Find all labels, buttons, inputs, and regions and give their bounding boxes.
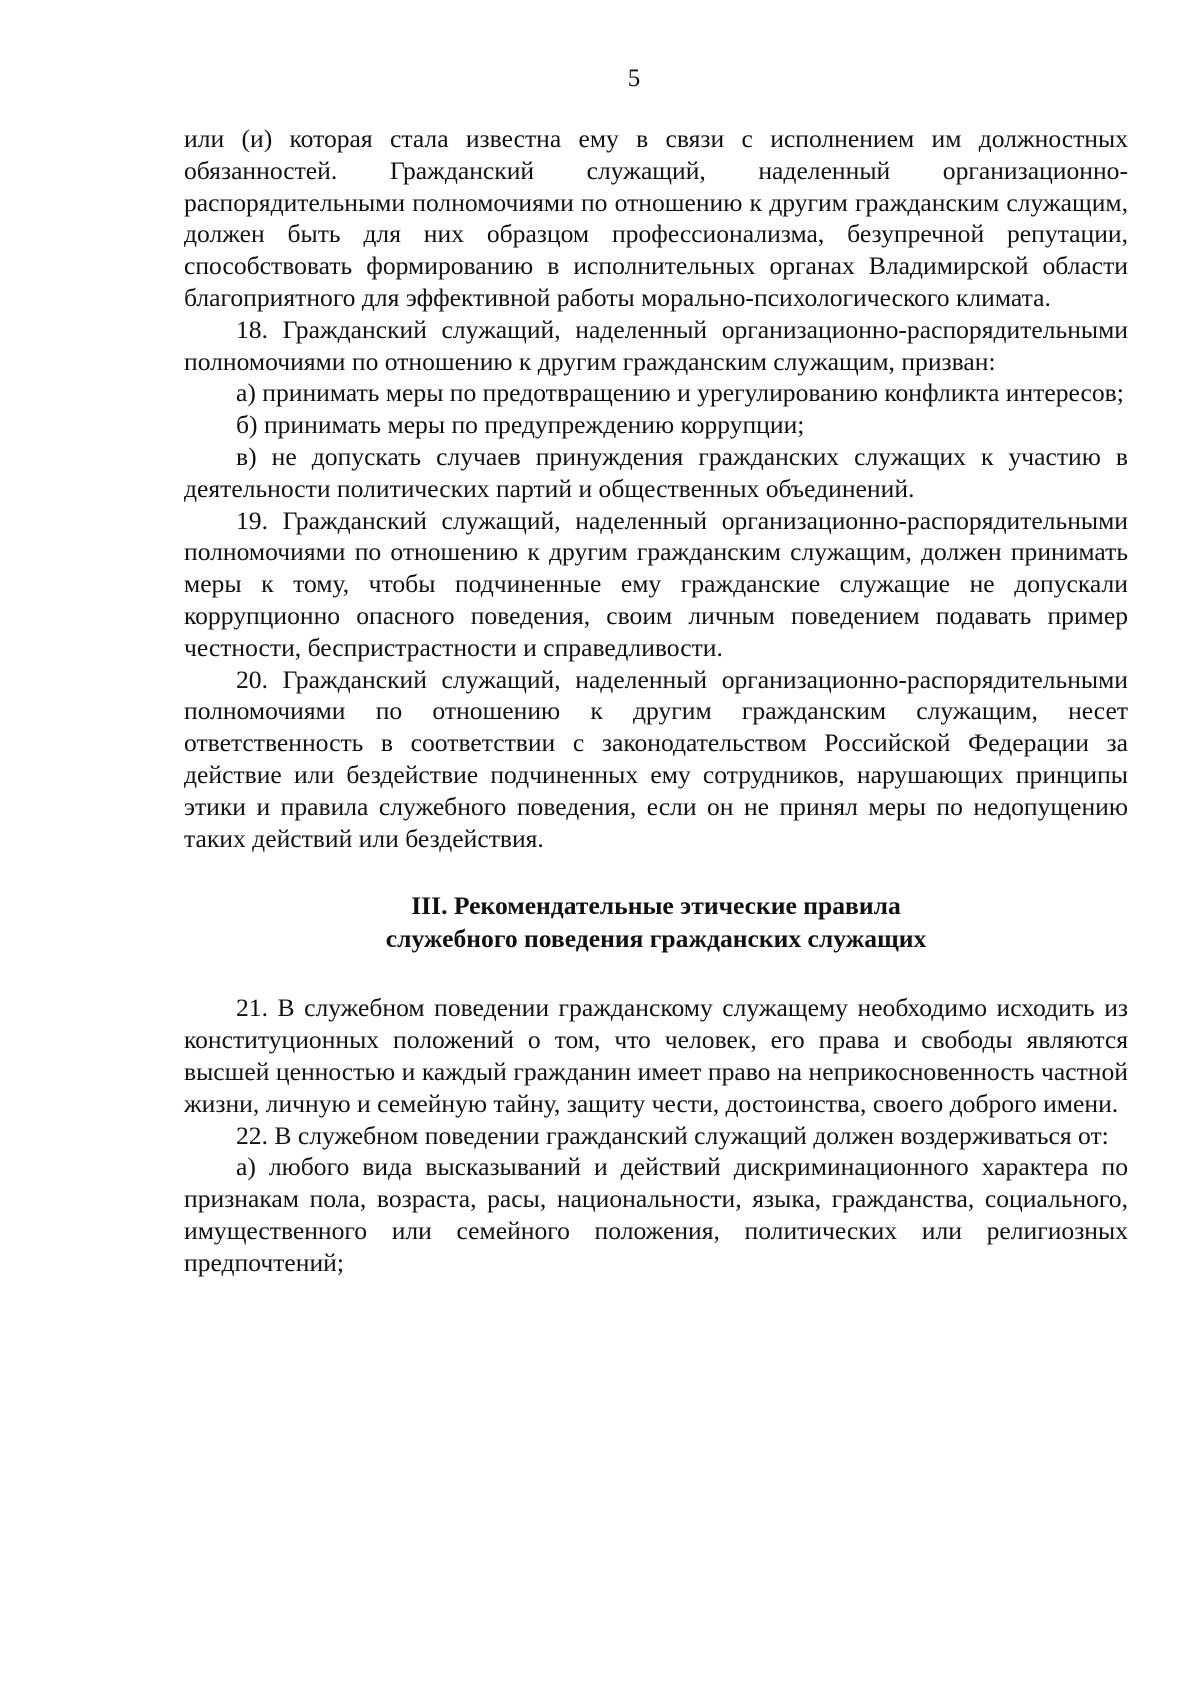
page-number: 5 <box>627 65 641 92</box>
paragraph-18: 18. Гражданский служащий, наделенный организационно-распорядительными полномочиями по отношению к другим гражданским служащим, призван: <box>184 314 1128 376</box>
paragraph-21: 21. В служебном поведении гражданскому служащему необходимо исходить из конституционных положений о том, что человек, его права и свободы являются высшей ценностью и каждый гражданин имеет право на неприкосновенность частной жизни, личную и семейную тайну, защиту чести, достоинства, своего доброго имени. <box>184 993 1128 1118</box>
paragraph-20: 20. Гражданский служащий, наделенный организационно-распорядительными полномочиями по отношению к другим гражданским служащим, несет ответственность в соответствии с законодательством Российской Федерации за действие или бездействие подчиненных ему сотрудников, нарушающих принципы этики и правила служебного поведения, если он не принял меры по недопущению таких действий или бездействия. <box>184 664 1128 853</box>
paragraph-18-b: б) принимать меры по предупреждению коррупции; <box>236 410 805 440</box>
paragraph-18-v: в) не допускать случаев принуждения гражданских служащих к участию в деятельности политических партий и общественных объединений. <box>184 441 1128 503</box>
section-heading <box>184 889 1128 955</box>
paragraph-22: 22. В служебном поведении гражданский служащий должен воздерживаться от: <box>236 1120 1109 1150</box>
paragraph-continuation: или (и) которая стала известна ему в связи с исполнением им должностных обязанностей. Гражданский служащий, наделенный организационно-распорядительными полномочиями по отношению к другим гражданским служащим, должен быть для них образцом профессионализма, безупречной репутации, способствовать формированию в исполнительных органах Владимирской области благоприятного для эффективной работы морально-психологического климата. <box>184 124 1128 312</box>
document-body <box>184 123 1128 1279</box>
paragraph-19: 19. Гражданский служащий, наделенный организационно-распорядительными полномочиями по отношению к другим гражданским служащим, должен принимать меры к тому, чтобы подчиненные ему гражданские служащие не допускали коррупционно опасного поведения, своим личным поведением подавать пример честности, беспристрастности и справедливости. <box>184 505 1128 662</box>
paragraph-22-a: а) любого вида высказываний и действий дискриминационного характера по признакам пола, возраста, расы, национальности, языка, гражданства, социального, имущественного или семейного положения, политических или религиозных предпочтений; <box>184 1152 1128 1277</box>
section-heading-line2: служебного поведения гражданских служащих <box>385 924 927 954</box>
section-heading-line1: III. Рекомендательные этические правила <box>411 891 901 921</box>
paragraph-18-a: а) принимать меры по предотвращению и урегулированию конфликта интересов; <box>236 378 1124 408</box>
